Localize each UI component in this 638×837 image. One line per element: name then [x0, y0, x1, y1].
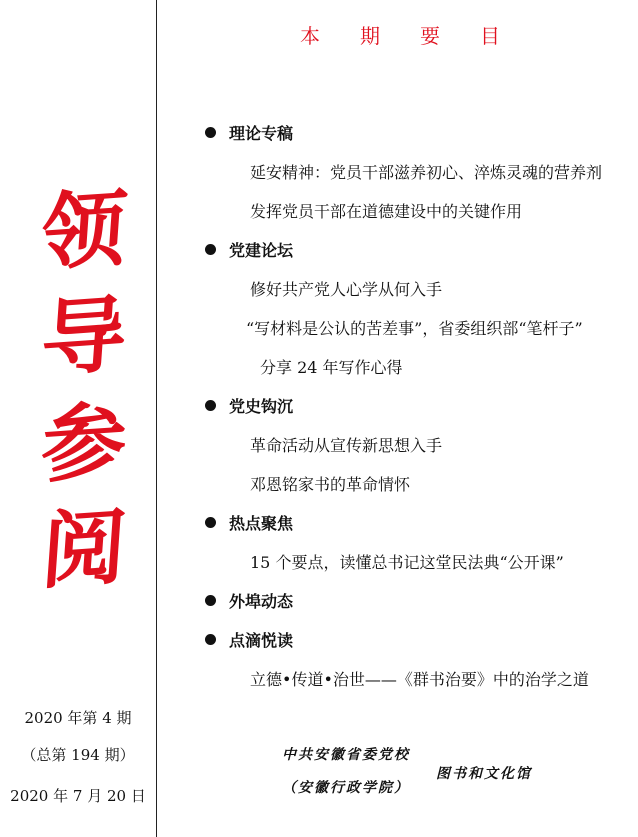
section-heading: 理论专稿: [205, 121, 293, 144]
section-heading: 党史钩沉: [205, 394, 293, 417]
toc-item: 革命活动从宣传新思想入手: [250, 436, 443, 455]
section-heading: 热点聚焦: [205, 511, 293, 534]
bullet-icon: [205, 517, 216, 528]
bullet-icon: [205, 634, 216, 645]
masthead-title: [40, 178, 128, 602]
publisher-department: 图书和文化馆: [436, 766, 532, 782]
issue-date: 2020 年 7 月 20 日: [10, 787, 146, 805]
bullet-icon: [205, 595, 216, 606]
masthead-char: 参: [38, 390, 130, 495]
masthead-char: 领: [38, 178, 130, 283]
toc-item: 分享 24 年写作心得: [260, 358, 403, 377]
publisher-name: 中共安徽省委党校: [282, 747, 410, 763]
section-heading: 点滴悦读: [205, 628, 293, 651]
section-heading: 党建论坛: [205, 238, 293, 261]
toc-item: “写材料是公认的苦差事”，省委组织部“笔杆子”: [246, 319, 583, 338]
toc-title-char: 期: [360, 24, 380, 48]
toc-title-char: 目: [480, 24, 500, 48]
bullet-icon: [205, 400, 216, 411]
toc-title-char: 要: [420, 24, 440, 48]
toc-item: 邓恩铭家书的革命情怀: [250, 475, 411, 494]
toc-item: 发挥党员干部在道德建设中的关键作用: [250, 202, 523, 221]
issue-number: 2020 年第 4 期: [24, 709, 132, 727]
masthead-char: 导: [38, 284, 130, 389]
toc-item: 立德•传道•治世——《群书治要》中的治学之道: [250, 670, 589, 689]
toc-title: [300, 20, 500, 49]
toc-item: 延安精神：党员干部滋养初心、淬炼灵魂的营养剂: [250, 163, 603, 182]
section-heading: 外埠动态: [205, 589, 293, 612]
vertical-divider: [156, 0, 157, 837]
masthead-char: 阅: [38, 496, 130, 601]
toc-item: 15 个要点，读懂总书记这堂民法典“公开课”: [250, 553, 564, 572]
bullet-icon: [205, 244, 216, 255]
toc-item: 修好共产党人心学从何入手: [250, 280, 443, 299]
publisher-alt-name: （安徽行政学院）: [282, 780, 410, 796]
issue-total: （总第 194 期）: [21, 746, 135, 764]
toc-title-char: 本: [300, 24, 320, 48]
bullet-icon: [205, 127, 216, 138]
